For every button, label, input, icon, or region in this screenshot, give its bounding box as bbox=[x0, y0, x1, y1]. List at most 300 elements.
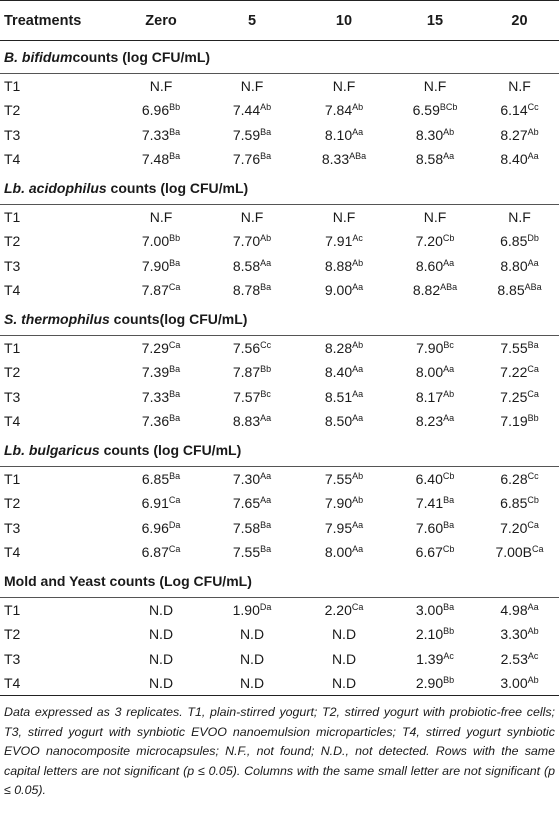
section-title bbox=[0, 565, 559, 598]
count-value: 6.96 bbox=[141, 519, 169, 536]
count-cell bbox=[116, 647, 206, 672]
significance-letters: Ca bbox=[168, 340, 181, 350]
count-cell bbox=[298, 491, 390, 516]
count-value: 7.36 bbox=[141, 413, 170, 430]
count-cell bbox=[206, 647, 298, 672]
count-cell bbox=[116, 622, 206, 647]
significance-letters: Ab bbox=[527, 126, 539, 137]
count-value: 7.44 bbox=[232, 102, 261, 119]
treatment-label: T2 bbox=[4, 626, 21, 643]
table-row bbox=[0, 467, 559, 492]
count-value: 8.60 bbox=[415, 257, 444, 274]
count-value: 8.28 bbox=[324, 340, 353, 356]
significance-letters: Ba bbox=[169, 126, 181, 137]
section-header-row bbox=[0, 434, 559, 467]
treatment-label: T3 bbox=[4, 650, 21, 667]
count-value: 6.59 bbox=[412, 102, 440, 119]
count-value: N.F bbox=[149, 78, 173, 94]
count-cell bbox=[298, 336, 390, 361]
count-cell bbox=[116, 254, 206, 279]
count-value: 7.41 bbox=[415, 495, 444, 512]
count-value: 7.29 bbox=[141, 340, 169, 356]
count-cell bbox=[480, 336, 559, 361]
count-cell bbox=[298, 74, 390, 99]
significance-letters: Da bbox=[168, 519, 181, 530]
count-value: 7.76 bbox=[232, 151, 261, 168]
count-cell bbox=[480, 467, 559, 492]
count-value: 7.19 bbox=[500, 413, 528, 430]
significance-letters: Ca bbox=[168, 544, 181, 555]
count-value: 8.85 bbox=[497, 282, 525, 299]
significance-letters: Aa bbox=[260, 495, 272, 506]
count-value: 1.39 bbox=[416, 650, 444, 667]
count-cell bbox=[390, 491, 480, 516]
count-cell bbox=[206, 360, 298, 385]
count-cell bbox=[480, 671, 559, 696]
count-value: 7.70 bbox=[232, 233, 261, 250]
count-cell bbox=[298, 98, 390, 123]
count-cell bbox=[390, 598, 480, 623]
significance-letters: Aa bbox=[352, 282, 364, 293]
count-cell bbox=[116, 360, 206, 385]
section-title-measure: counts (log CFU/mL) bbox=[72, 49, 211, 65]
treatment-label: T1 bbox=[4, 209, 21, 225]
header-treatments: Treatments bbox=[0, 1, 116, 41]
section-title bbox=[0, 172, 559, 205]
count-value: N.F bbox=[508, 78, 531, 94]
count-cell bbox=[480, 229, 559, 254]
count-value: 8.83 bbox=[232, 413, 261, 430]
count-value: 8.78 bbox=[232, 282, 261, 299]
count-cell bbox=[480, 123, 559, 148]
table-row bbox=[0, 598, 559, 623]
treatment-label: T1 bbox=[4, 340, 21, 356]
count-value: 6.67 bbox=[415, 544, 443, 561]
section-title-organism: Lb. bulgaricus bbox=[4, 441, 100, 458]
count-value: 7.65 bbox=[232, 495, 261, 512]
count-cell bbox=[298, 647, 390, 672]
significance-letters: Ca bbox=[168, 495, 181, 506]
count-cell bbox=[390, 622, 480, 647]
significance-letters: Bb bbox=[527, 413, 539, 424]
count-value: N.D bbox=[239, 626, 265, 643]
significance-letters: Ba bbox=[169, 413, 181, 424]
count-cell bbox=[206, 205, 298, 230]
count-cell bbox=[480, 385, 559, 410]
count-value: N.D bbox=[239, 675, 265, 691]
section-title-measure: Mold and Yeast counts (Log CFU/mL) bbox=[4, 572, 252, 589]
count-cell bbox=[116, 74, 206, 99]
treatment-label: T3 bbox=[4, 519, 21, 536]
count-cell bbox=[116, 598, 206, 623]
significance-letters: Aa bbox=[260, 413, 272, 424]
count-cell bbox=[390, 360, 480, 385]
treatment-label: T3 bbox=[4, 126, 21, 143]
count-cell bbox=[206, 229, 298, 254]
table-body bbox=[0, 41, 559, 696]
significance-letters: Ab bbox=[527, 626, 539, 637]
count-cell bbox=[116, 229, 206, 254]
significance-letters: Ba bbox=[169, 471, 181, 481]
significance-letters: Aa bbox=[527, 151, 539, 162]
count-cell bbox=[390, 336, 480, 361]
section-header-row bbox=[0, 41, 559, 74]
count-cell bbox=[298, 598, 390, 623]
count-cell bbox=[206, 123, 298, 148]
table-row bbox=[0, 360, 559, 385]
count-value: 4.98 bbox=[500, 602, 528, 618]
count-value: 7.58 bbox=[232, 519, 261, 536]
table-row bbox=[0, 491, 559, 516]
count-value: 6.87 bbox=[141, 544, 169, 561]
count-value: 8.27 bbox=[500, 126, 528, 143]
section-header-row bbox=[0, 303, 559, 336]
treatment-label: T3 bbox=[4, 257, 21, 274]
significance-letters: Cc bbox=[260, 340, 272, 350]
count-cell bbox=[390, 254, 480, 279]
count-cell bbox=[390, 516, 480, 541]
count-value: 8.00 bbox=[324, 544, 353, 561]
significance-letters: Aa bbox=[443, 413, 455, 424]
significance-letters: Ba bbox=[443, 519, 455, 530]
significance-letters: Aa bbox=[352, 126, 364, 137]
count-value: 8.40 bbox=[324, 364, 353, 381]
table-row bbox=[0, 147, 559, 172]
count-value: N.D bbox=[331, 650, 357, 667]
count-value: 7.95 bbox=[324, 519, 353, 536]
significance-letters: Ac bbox=[352, 233, 363, 244]
count-cell bbox=[480, 360, 559, 385]
count-cell bbox=[206, 598, 298, 623]
header-day-5: 5 bbox=[206, 1, 298, 41]
count-cell bbox=[480, 205, 559, 230]
count-value: 7.87 bbox=[141, 282, 169, 299]
count-cell bbox=[390, 671, 480, 696]
significance-letters: Aa bbox=[352, 519, 364, 530]
count-cell bbox=[390, 409, 480, 434]
count-value: 8.10 bbox=[324, 126, 353, 143]
significance-letters: Ab bbox=[527, 675, 539, 685]
count-value: 7.33 bbox=[141, 126, 170, 143]
count-value: N.F bbox=[332, 209, 356, 225]
significance-letters: BCb bbox=[439, 102, 458, 113]
count-cell bbox=[116, 205, 206, 230]
significance-letters: Ca bbox=[527, 364, 539, 375]
count-value: 6.96 bbox=[141, 102, 170, 119]
table-row bbox=[0, 409, 559, 434]
significance-letters: Db bbox=[527, 233, 539, 244]
section-title-organism: Lb. acidophilus bbox=[4, 179, 107, 196]
significance-letters: Bb bbox=[443, 675, 455, 685]
count-cell bbox=[206, 622, 298, 647]
count-value: N.F bbox=[423, 78, 447, 94]
treatment-label: T3 bbox=[4, 388, 21, 405]
count-value: 9.00 bbox=[324, 282, 353, 299]
count-cell bbox=[480, 622, 559, 647]
count-cell bbox=[206, 516, 298, 541]
count-cell bbox=[206, 540, 298, 565]
significance-letters: Ba bbox=[260, 282, 272, 293]
significance-letters: Ca bbox=[168, 282, 181, 293]
count-value: 1.90 bbox=[232, 602, 260, 618]
significance-letters: Ba bbox=[169, 364, 181, 375]
count-value: N.D bbox=[239, 650, 265, 667]
section-title-measure: counts (log CFU/mL) bbox=[106, 179, 249, 196]
table-row bbox=[0, 278, 559, 303]
count-cell bbox=[206, 74, 298, 99]
count-value: 8.17 bbox=[415, 388, 444, 405]
count-value: 3.00 bbox=[500, 675, 528, 691]
significance-letters: Aa bbox=[352, 544, 364, 555]
treatment-label: T1 bbox=[4, 78, 21, 94]
count-value: N.D bbox=[331, 626, 357, 643]
count-cell bbox=[206, 254, 298, 279]
treatment-label: T2 bbox=[4, 495, 21, 512]
count-value: N.D bbox=[148, 602, 174, 618]
significance-letters: Ab bbox=[443, 388, 455, 399]
count-value: N.D bbox=[331, 675, 357, 691]
count-value: 7.55 bbox=[500, 340, 528, 356]
count-value: 7.60 bbox=[415, 519, 444, 536]
significance-letters: Bc bbox=[260, 388, 271, 399]
count-value: 7.39 bbox=[141, 364, 170, 381]
significance-letters: Aa bbox=[260, 257, 272, 268]
count-value: N.D bbox=[148, 650, 174, 667]
section-header-row bbox=[0, 172, 559, 205]
count-cell bbox=[390, 205, 480, 230]
count-value: 7.33 bbox=[141, 388, 170, 405]
table-row bbox=[0, 74, 559, 99]
significance-letters: Da bbox=[259, 602, 272, 612]
treatment-label: T4 bbox=[4, 282, 21, 299]
significance-letters: Ba bbox=[260, 151, 272, 162]
count-cell bbox=[298, 540, 390, 565]
count-value: 3.30 bbox=[500, 626, 528, 643]
count-cell bbox=[116, 385, 206, 410]
count-cell bbox=[480, 516, 559, 541]
count-value: 8.23 bbox=[415, 413, 444, 430]
count-cell bbox=[116, 278, 206, 303]
significance-letters: Ca bbox=[532, 544, 544, 555]
header-day-10: 10 bbox=[298, 1, 390, 41]
significance-letters: Bb bbox=[169, 102, 181, 113]
significance-letters: Cb bbox=[442, 471, 455, 481]
significance-letters: Aa bbox=[443, 364, 455, 375]
count-value: N.F bbox=[332, 78, 356, 94]
table-footnote: Data expressed as 3 replicates. T1, plain-stirred yogurt; T2, stirred yogurt with probiotic-free cells; T3, stirred yogurt with synbiotic EVOO nanoemulsion microparticles; T4, stirred yogurt synbiotic EVOO nanocomposite microcapsules; N.F., not found; N.D., not detected. Rows with the same capital letters are not significant (p ≤ 0.05). Columns with the same small letter are not significant (p ≤ 0.05). bbox=[4, 705, 555, 797]
count-value: 8.40 bbox=[500, 151, 528, 168]
significance-letters: Aa bbox=[260, 471, 272, 481]
count-value: 8.82 bbox=[412, 282, 441, 299]
count-value: 6.85 bbox=[141, 471, 170, 487]
count-value: 6.91 bbox=[141, 495, 169, 512]
count-cell bbox=[390, 467, 480, 492]
significance-letters: Ba bbox=[443, 602, 455, 612]
count-value: 8.88 bbox=[324, 257, 353, 274]
count-value: 7.22 bbox=[500, 364, 528, 381]
significance-letters: Ba bbox=[260, 544, 272, 555]
count-value: 8.51 bbox=[324, 388, 353, 405]
section-header-row bbox=[0, 565, 559, 598]
count-cell bbox=[390, 278, 480, 303]
count-value: 7.55 bbox=[324, 471, 353, 487]
table-row bbox=[0, 540, 559, 565]
significance-letters: Ba bbox=[169, 151, 181, 162]
count-value: N.F bbox=[240, 78, 264, 94]
significance-letters: Aa bbox=[443, 257, 455, 268]
treatment-label: T1 bbox=[4, 471, 21, 487]
count-value: N.F bbox=[240, 209, 264, 225]
count-cell bbox=[206, 467, 298, 492]
count-cell bbox=[390, 229, 480, 254]
significance-letters: Bc bbox=[443, 340, 454, 350]
section-title-organism: B. bifidum bbox=[4, 49, 73, 65]
count-value: 8.00 bbox=[415, 364, 444, 381]
header-day-zero: Zero bbox=[116, 1, 206, 41]
significance-letters: Ca bbox=[351, 602, 364, 612]
count-value: 8.58 bbox=[415, 151, 444, 168]
count-value: N.F bbox=[149, 209, 173, 225]
significance-letters: Ba bbox=[527, 340, 539, 350]
count-value: 2.20 bbox=[324, 602, 352, 618]
count-cell bbox=[116, 516, 206, 541]
count-value: 7.56 bbox=[232, 340, 261, 356]
count-value: 7.00 bbox=[141, 233, 170, 250]
count-value: 7.00B bbox=[495, 544, 533, 561]
table-row bbox=[0, 229, 559, 254]
count-value: 2.53 bbox=[500, 650, 528, 667]
count-cell bbox=[116, 671, 206, 696]
count-value: 8.80 bbox=[500, 257, 528, 274]
count-cell bbox=[298, 229, 390, 254]
count-cell bbox=[116, 98, 206, 123]
section-title bbox=[0, 303, 559, 336]
significance-letters: Ab bbox=[260, 102, 272, 113]
table-row bbox=[0, 336, 559, 361]
count-cell bbox=[298, 205, 390, 230]
count-cell bbox=[298, 409, 390, 434]
count-value: 7.90 bbox=[141, 257, 170, 274]
significance-letters: Ba bbox=[169, 257, 181, 268]
significance-letters: Ca bbox=[527, 519, 539, 530]
count-cell bbox=[298, 254, 390, 279]
significance-letters: Ab bbox=[260, 233, 272, 244]
count-cell bbox=[298, 385, 390, 410]
section-title-measure: counts(log CFU/mL) bbox=[109, 310, 248, 327]
count-cell bbox=[206, 385, 298, 410]
count-cell bbox=[390, 74, 480, 99]
significance-letters: Ac bbox=[443, 650, 454, 661]
section-title bbox=[0, 41, 559, 74]
count-value: 7.90 bbox=[324, 495, 353, 512]
table-row bbox=[0, 516, 559, 541]
count-value: 3.00 bbox=[415, 602, 444, 618]
count-cell bbox=[390, 147, 480, 172]
count-cell bbox=[480, 409, 559, 434]
count-cell bbox=[480, 491, 559, 516]
significance-letters: Ab bbox=[352, 495, 364, 506]
significance-letters: Ab bbox=[352, 102, 364, 113]
table-row bbox=[0, 671, 559, 696]
count-cell bbox=[298, 622, 390, 647]
count-cell bbox=[480, 540, 559, 565]
table-row bbox=[0, 98, 559, 123]
count-cell bbox=[206, 147, 298, 172]
count-cell bbox=[390, 385, 480, 410]
significance-letters: Aa bbox=[352, 413, 364, 424]
count-cell bbox=[116, 123, 206, 148]
significance-letters: Cb bbox=[442, 233, 455, 244]
significance-letters: ABa bbox=[349, 151, 367, 162]
count-cell bbox=[298, 671, 390, 696]
treatment-label: T1 bbox=[4, 602, 21, 618]
treatment-label: T4 bbox=[4, 544, 21, 561]
count-value: 6.28 bbox=[500, 471, 528, 487]
table-row bbox=[0, 622, 559, 647]
header-day-15: 15 bbox=[390, 1, 480, 41]
count-cell bbox=[480, 598, 559, 623]
count-value: 6.85 bbox=[500, 495, 528, 512]
count-cell bbox=[480, 254, 559, 279]
count-cell bbox=[480, 147, 559, 172]
count-cell bbox=[298, 467, 390, 492]
table-row bbox=[0, 647, 559, 672]
count-cell bbox=[298, 123, 390, 148]
count-cell bbox=[298, 147, 390, 172]
significance-letters: Ab bbox=[443, 126, 455, 137]
count-cell bbox=[298, 278, 390, 303]
table-row bbox=[0, 385, 559, 410]
significance-letters: Bb bbox=[443, 626, 455, 637]
significance-letters: Ab bbox=[352, 340, 364, 350]
count-value: 7.55 bbox=[232, 544, 261, 561]
treatment-label: T2 bbox=[4, 102, 21, 119]
significance-letters: ABa bbox=[440, 282, 458, 293]
count-cell bbox=[298, 360, 390, 385]
count-value: 7.90 bbox=[416, 340, 444, 356]
section-title bbox=[0, 434, 559, 467]
table-row bbox=[0, 254, 559, 279]
section-title-organism: S. thermophilus bbox=[4, 310, 110, 327]
table-row bbox=[0, 205, 559, 230]
count-cell bbox=[116, 147, 206, 172]
significance-letters: Bb bbox=[169, 233, 181, 244]
count-value: 6.85 bbox=[500, 233, 528, 250]
treatment-label: T4 bbox=[0, 671, 116, 696]
table-row bbox=[0, 123, 559, 148]
significance-letters: Ab bbox=[352, 471, 364, 481]
count-value: 7.48 bbox=[141, 151, 170, 168]
significance-letters: Ba bbox=[260, 519, 272, 530]
count-cell bbox=[206, 336, 298, 361]
significance-letters: Aa bbox=[527, 257, 539, 268]
count-value: 7.57 bbox=[233, 388, 261, 405]
significance-letters: Cb bbox=[442, 544, 455, 555]
treatment-label: T2 bbox=[4, 364, 21, 381]
significance-letters: Aa bbox=[527, 602, 539, 612]
count-cell bbox=[116, 467, 206, 492]
significance-letters: Bb bbox=[260, 364, 272, 375]
count-value: 7.20 bbox=[500, 519, 528, 536]
count-cell bbox=[116, 336, 206, 361]
significance-letters: Cb bbox=[527, 495, 539, 506]
count-cell bbox=[206, 98, 298, 123]
treatment-label: T2 bbox=[4, 233, 21, 250]
count-value: 7.59 bbox=[232, 126, 261, 143]
count-value: N.D bbox=[148, 675, 174, 691]
significance-letters: Ba bbox=[260, 126, 272, 137]
significance-letters: Ba bbox=[169, 388, 181, 399]
